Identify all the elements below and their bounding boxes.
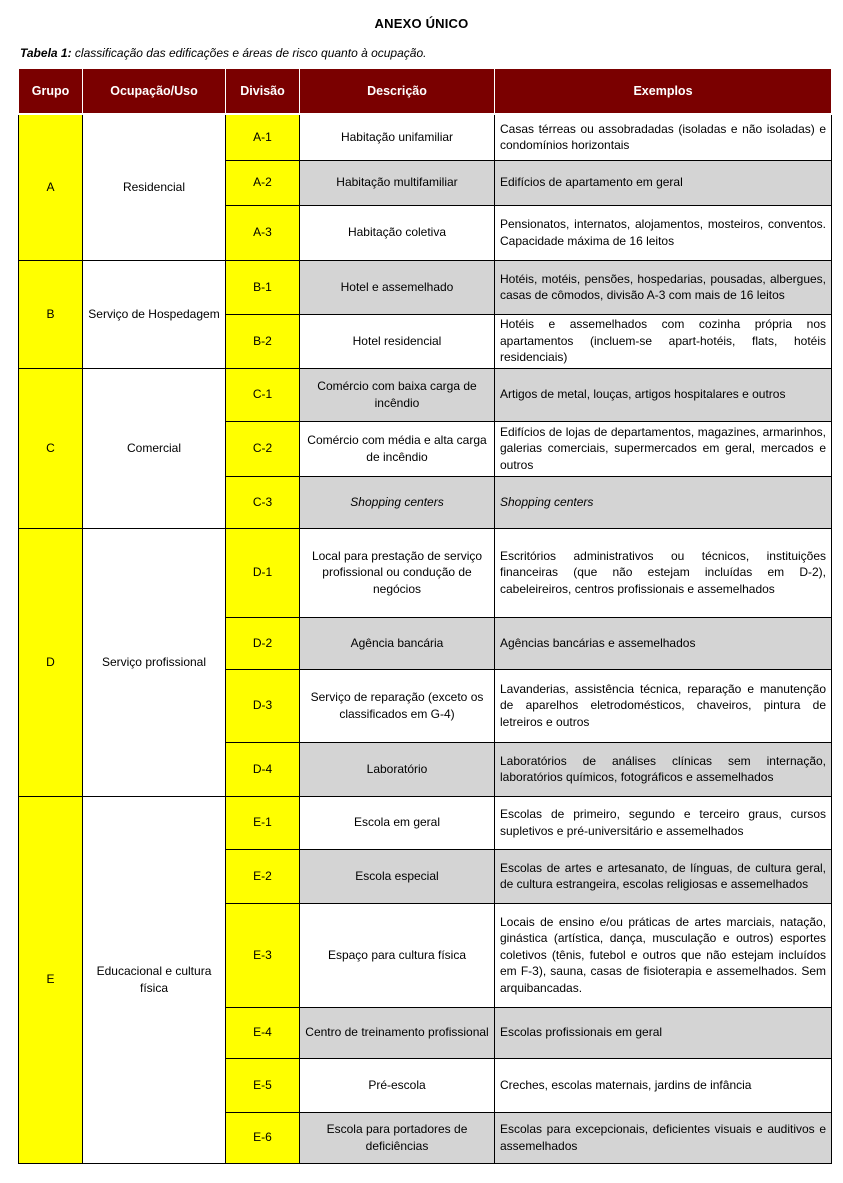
cell-exemplos: Escolas de artes e artesanato, de línguas, de cultura geral, de cultura estrangeira, escolas religiosas e assemelhados bbox=[495, 849, 832, 903]
cell-descricao: Hotel residencial bbox=[300, 314, 495, 368]
table-row bbox=[19, 114, 832, 160]
table-row bbox=[19, 368, 832, 421]
cell-divisao: A-2 bbox=[226, 160, 300, 205]
cell-descricao: Laboratório bbox=[300, 742, 495, 796]
cell-divisao: E-6 bbox=[226, 1112, 300, 1163]
cell-divisao: A-3 bbox=[226, 205, 300, 260]
header-divisao: Divisão bbox=[226, 69, 300, 115]
cell-descricao: Habitação unifamiliar bbox=[300, 114, 495, 160]
table-row bbox=[19, 260, 832, 314]
cell-grupo: C bbox=[19, 368, 83, 528]
cell-ocupacao: Serviço de Hospedagem bbox=[83, 260, 226, 368]
table-caption bbox=[20, 46, 426, 60]
cell-divisao: D-2 bbox=[226, 617, 300, 669]
cell-divisao: D-4 bbox=[226, 742, 300, 796]
cell-descricao: Comércio com baixa carga de incêndio bbox=[300, 368, 495, 421]
cell-descricao: Centro de treinamento profissional bbox=[300, 1007, 495, 1058]
cell-ocupacao: Educacional e cultura física bbox=[83, 796, 226, 1163]
cell-grupo: D bbox=[19, 528, 83, 796]
cell-exemplos: Edifícios de lojas de departamentos, magazines, armarinhos, galerias comerciais, supermercados em geral, mercados e outros bbox=[495, 421, 832, 476]
caption-text: classificação das edificações e áreas de risco quanto à ocupação. bbox=[71, 46, 427, 60]
cell-exemplos: Lavanderias, assistência técnica, reparação e manutenção de aparelhos eletrodomésticos, chaveiros, pintura de letreiros e outros bbox=[495, 669, 832, 742]
cell-divisao: D-1 bbox=[226, 528, 300, 617]
header-exemplos: Exemplos bbox=[495, 69, 832, 115]
cell-exemplos: Creches, escolas maternais, jardins de infância bbox=[495, 1058, 832, 1112]
cell-descricao: Espaço para cultura física bbox=[300, 903, 495, 1007]
cell-ocupacao: Serviço profissional bbox=[83, 528, 226, 796]
cell-divisao: E-4 bbox=[226, 1007, 300, 1058]
cell-exemplos: Escolas de primeiro, segundo e terceiro graus, cursos supletivos e pré-universitário e assemelhados bbox=[495, 796, 832, 849]
table-row bbox=[19, 528, 832, 617]
table-body bbox=[19, 114, 832, 1163]
caption-label: Tabela 1: bbox=[20, 46, 72, 60]
header-descricao: Descrição bbox=[300, 69, 495, 115]
cell-exemplos: Casas térreas ou assobradadas (isoladas e não isoladas) e condomínios horizontais bbox=[495, 114, 832, 160]
header-ocupacao: Ocupação/Uso bbox=[83, 69, 226, 115]
cell-exemplos: Shopping centers bbox=[495, 476, 832, 528]
cell-grupo: A bbox=[19, 114, 83, 260]
cell-divisao: B-2 bbox=[226, 314, 300, 368]
cell-descricao: Pré-escola bbox=[300, 1058, 495, 1112]
cell-grupo: B bbox=[19, 260, 83, 368]
cell-descricao: Habitação multifamiliar bbox=[300, 160, 495, 205]
cell-descricao: Local para prestação de serviço profissional ou condução de negócios bbox=[300, 528, 495, 617]
cell-divisao: A-1 bbox=[226, 114, 300, 160]
cell-divisao: D-3 bbox=[226, 669, 300, 742]
cell-descricao: Comércio com média e alta carga de incêndio bbox=[300, 421, 495, 476]
cell-divisao: E-1 bbox=[226, 796, 300, 849]
cell-exemplos: Escritórios administrativos ou técnicos, instituições financeiras (que não estejam incluídas em D-2), cabeleireiros, centros profissionais e assemelhados bbox=[495, 528, 832, 617]
cell-exemplos: Edifícios de apartamento em geral bbox=[495, 160, 832, 205]
cell-descricao: Escola em geral bbox=[300, 796, 495, 849]
cell-divisao: E-5 bbox=[226, 1058, 300, 1112]
cell-exemplos: Hotéis, motéis, pensões, hospedarias, pousadas, albergues, casas de cômodos, divisão A-3 com mais de 16 leitos bbox=[495, 260, 832, 314]
page-title: ANEXO ÚNICO bbox=[374, 16, 469, 31]
cell-exemplos: Pensionatos, internatos, alojamentos, mosteiros, conventos. Capacidade máxima de 16 leitos bbox=[495, 205, 832, 260]
cell-exemplos: Agências bancárias e assemelhados bbox=[495, 617, 832, 669]
cell-descricao: Serviço de reparação (exceto os classificados em G-4) bbox=[300, 669, 495, 742]
cell-divisao: C-3 bbox=[226, 476, 300, 528]
cell-divisao: C-1 bbox=[226, 368, 300, 421]
table-header-row bbox=[19, 69, 832, 115]
cell-descricao: Agência bancária bbox=[300, 617, 495, 669]
cell-divisao: C-2 bbox=[226, 421, 300, 476]
occupancy-table bbox=[18, 68, 832, 1164]
cell-descricao: Habitação coletiva bbox=[300, 205, 495, 260]
cell-divisao: E-2 bbox=[226, 849, 300, 903]
cell-exemplos: Hotéis e assemelhados com cozinha própria nos apartamentos (incluem-se apart-hotéis, flats, hotéis residenciais) bbox=[495, 314, 832, 368]
cell-ocupacao: Residencial bbox=[83, 114, 226, 260]
cell-descricao: Escola especial bbox=[300, 849, 495, 903]
cell-descricao: Shopping centers bbox=[300, 476, 495, 528]
table-row bbox=[19, 796, 832, 849]
cell-exemplos: Escolas profissionais em geral bbox=[495, 1007, 832, 1058]
cell-descricao: Hotel e assemelhado bbox=[300, 260, 495, 314]
cell-exemplos: Artigos de metal, louças, artigos hospitalares e outros bbox=[495, 368, 832, 421]
header-grupo: Grupo bbox=[19, 69, 83, 115]
cell-descricao: Escola para portadores de deficiências bbox=[300, 1112, 495, 1163]
cell-exemplos: Laboratórios de análises clínicas sem internação, laboratórios químicos, fotográficos e assemelhados bbox=[495, 742, 832, 796]
cell-exemplos: Locais de ensino e/ou práticas de artes marciais, natação, ginástica (artística, dança, musculação e outros) esportes coletivos (tênis, futebol e outros que não estejam incluídos em F-3), sauna, casas de fisioterapia e assemelhados. Sem arquibancadas. bbox=[495, 903, 832, 1007]
cell-exemplos: Escolas para excepcionais, deficientes visuais e auditivos e assemelhados bbox=[495, 1112, 832, 1163]
cell-grupo: E bbox=[19, 796, 83, 1163]
cell-ocupacao: Comercial bbox=[83, 368, 226, 528]
cell-divisao: B-1 bbox=[226, 260, 300, 314]
cell-divisao: E-3 bbox=[226, 903, 300, 1007]
